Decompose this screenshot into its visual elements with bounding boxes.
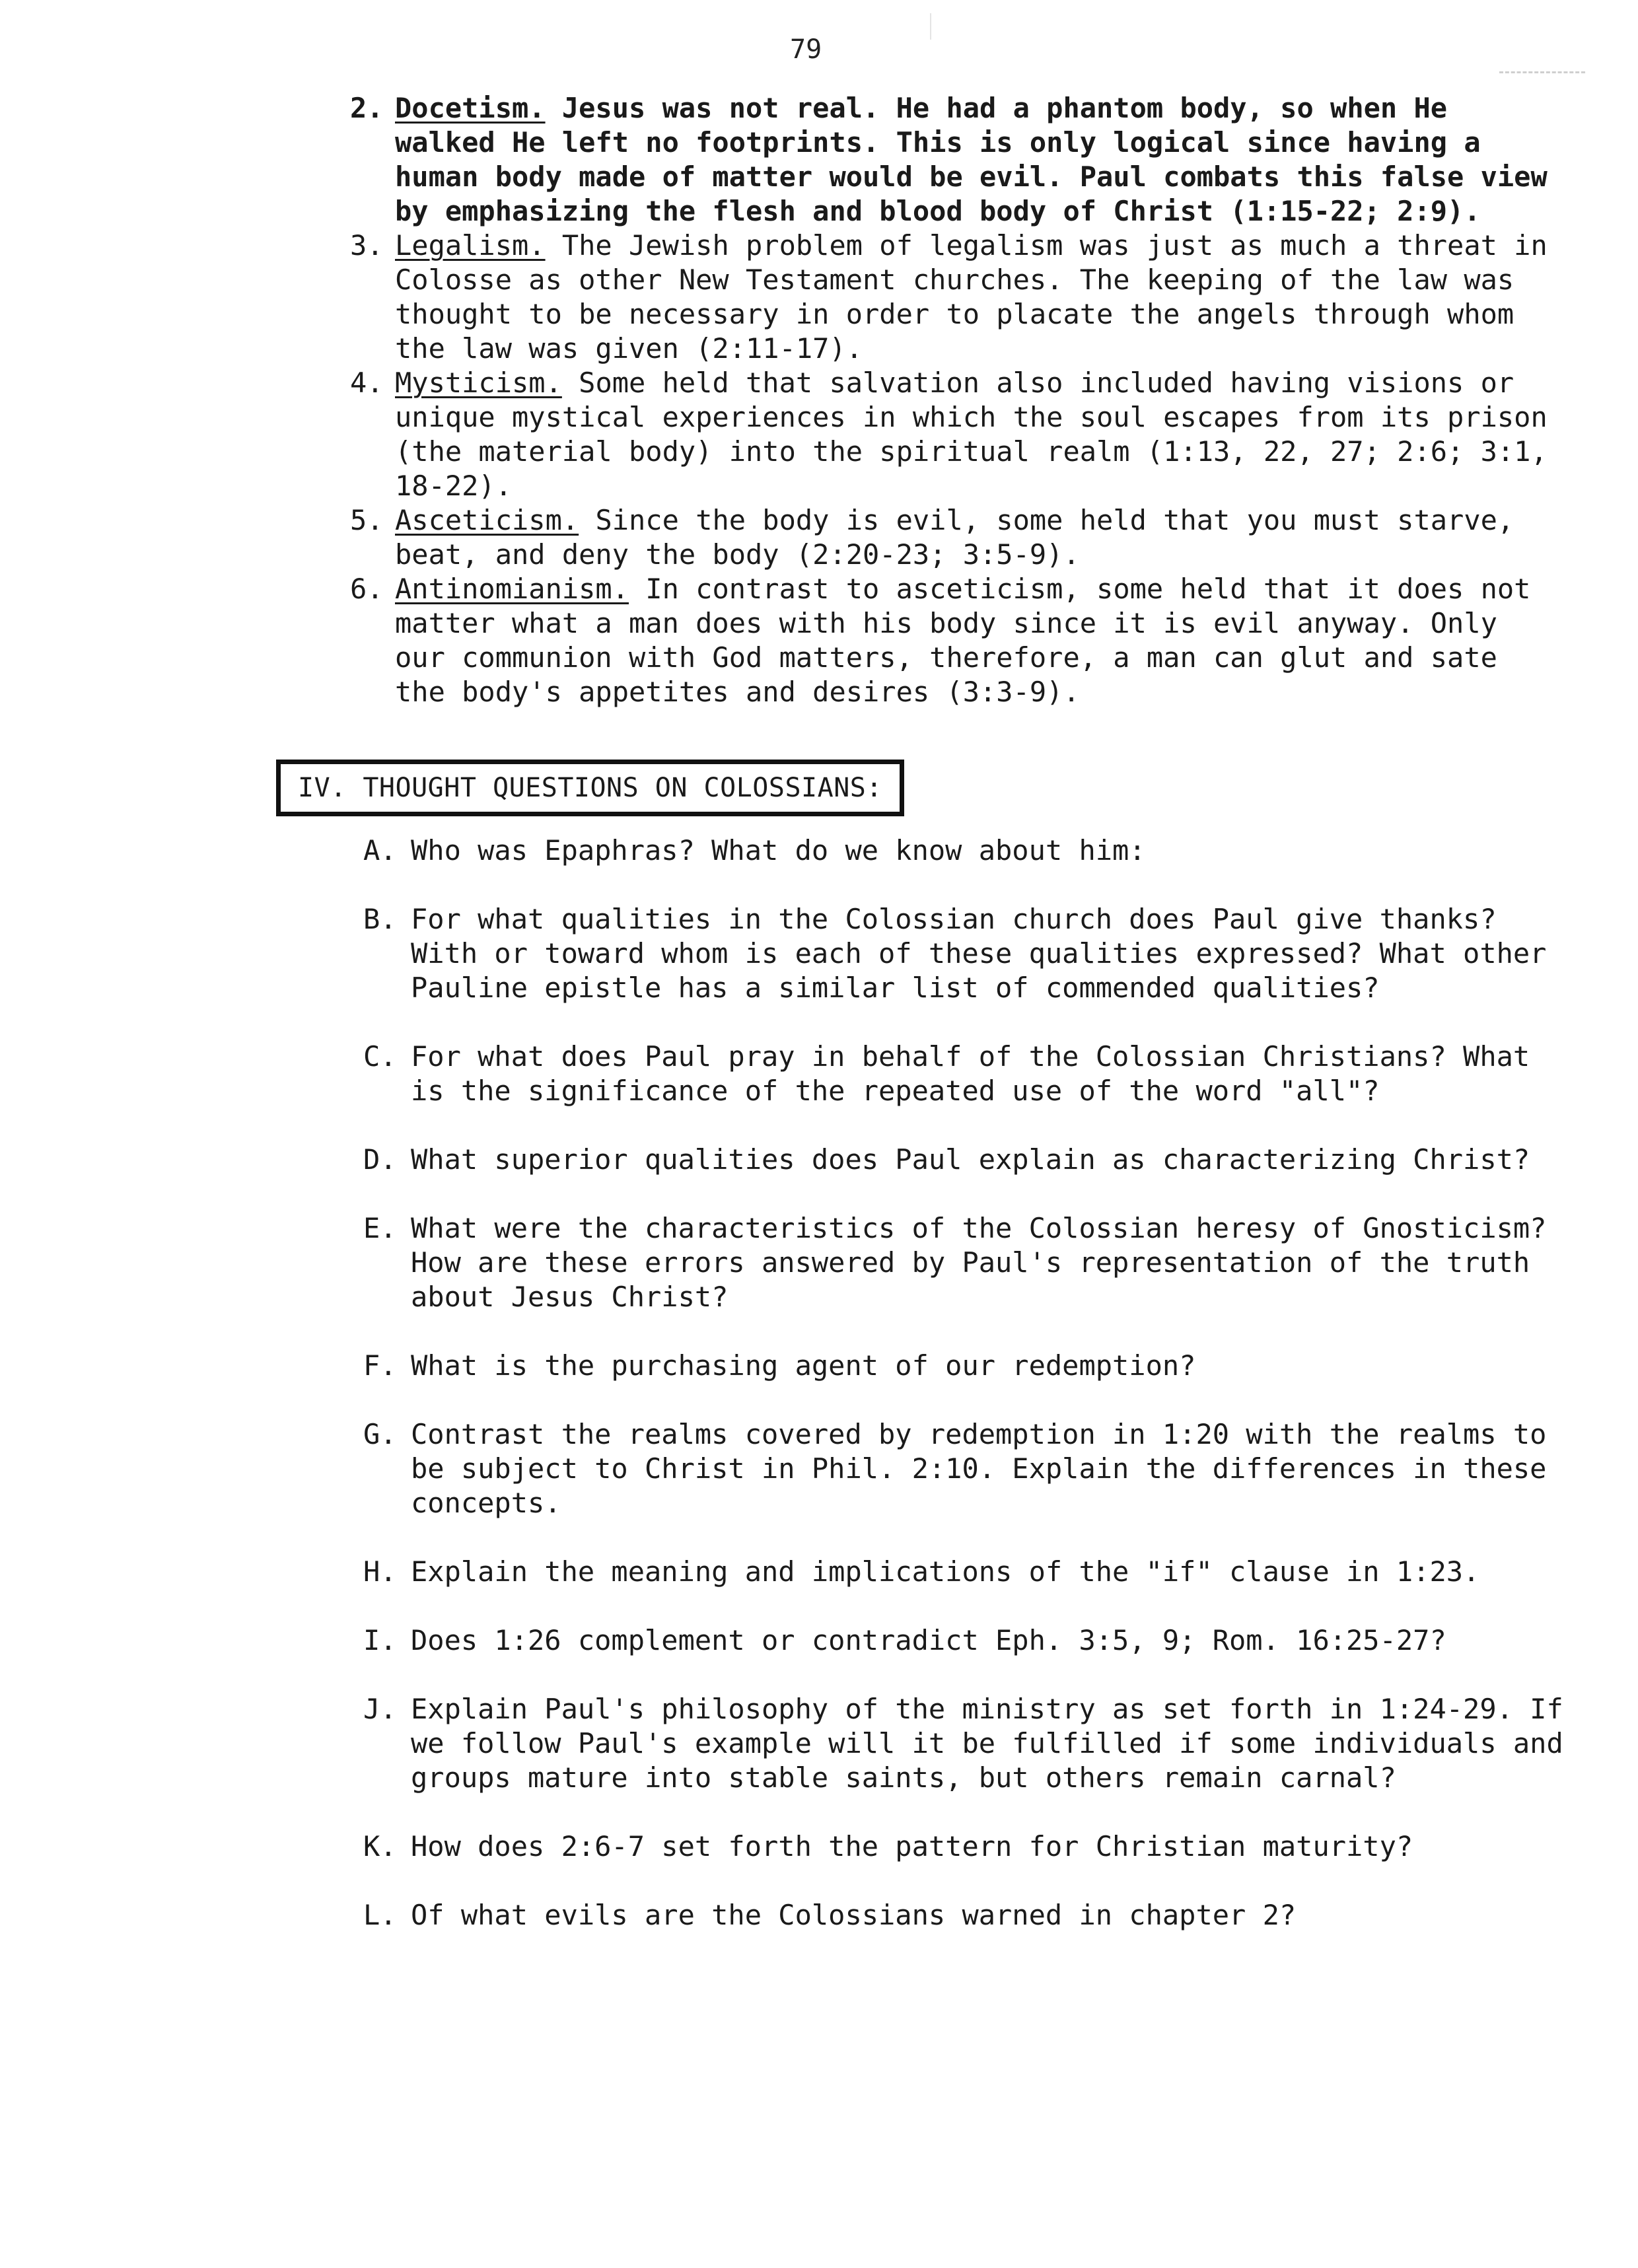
heresy-number: 3. [350,229,384,262]
question-item [363,1898,1565,1932]
question-text: Does 1:26 complement or contradict Eph. 3:5, 9; Rom. 16:25-27? [411,1624,1446,1656]
question-letter: A. [363,834,397,867]
question-text: For what qualities in the Colossian church does Paul give thanks? With or toward whom is each of these qualities expressed? What other Pauline epistle has a similar list of commended qualities? [411,903,1547,1004]
question-letter: E. [363,1212,397,1244]
question-text: Contrast the realms covered by redemption in 1:20 with the realms to be subject to Christ in Phil. 2:10. Explain the differences in these concepts. [411,1418,1547,1519]
question-item [363,1555,1565,1589]
question-text: What is the purchasing agent of our redemption? [411,1349,1196,1382]
heresy-description: In contrast to asceticism, some held that it does not matter what a man does with his body since it is evil anyway. Only our communion with God matters, therefore, a man can glut and sate the body's appetites and desires (3:3-9). [395,573,1531,708]
question-text: Of what evils are the Colossians warned in chapter 2? [411,1899,1297,1931]
question-item [363,1829,1565,1864]
question-item [363,1143,1565,1177]
question-text: What superior qualities does Paul explain as characterizing Christ? [411,1143,1530,1176]
question-item [363,1349,1565,1383]
heresy-term: Docetism. [395,92,546,124]
heresy-item-docetism [350,91,1559,229]
thought-questions-list [363,833,1565,1967]
question-letter: K. [363,1830,397,1862]
heresy-term: Legalism. [395,229,546,262]
question-letter: J. [363,1693,397,1725]
scan-artifact [1499,71,1585,77]
heresy-description: Since the body is evil, some held that you must starve, beat, and deny the body (2:20-23; 3:5-9). [395,504,1514,571]
question-text: What were the characteristics of the Colossian heresy of Gnosticism? How are these errors answered by Paul's representation of the truth about Jesus Christ? [411,1212,1547,1313]
question-item [363,1417,1565,1520]
heresy-item-mysticism [350,366,1559,503]
heresy-item-antinomianism [350,572,1559,709]
question-letter: L. [363,1899,397,1931]
question-letter: D. [363,1143,397,1176]
question-text: How does 2:6-7 set forth the pattern for Christian maturity? [411,1830,1413,1862]
scan-fold-line [930,13,931,40]
heresy-description: Jesus was not real. He had a phantom body, so when He walked He left no footprints. This is only logical since having a human body made of matter would be evil. Paul combats this false view by emphasizing the flesh and blood body of Christ (1:15-22; 2:9). [395,92,1548,227]
question-item [363,833,1565,868]
page-number: 79 [790,34,822,65]
heresy-term: Asceticism. [395,504,579,536]
question-item [363,1623,1565,1658]
heresy-number: 2. [350,92,384,124]
question-text: Who was Epaphras? What do we know about him: [411,834,1146,867]
heresy-term: Antinomianism. [395,573,629,605]
question-letter: I. [363,1624,397,1656]
question-item [363,902,1565,1005]
heresy-term: Mysticism. [395,367,562,399]
heresy-number: 4. [350,367,384,399]
heresy-number: 5. [350,504,384,536]
question-text: For what does Paul pray in behalf of the Colossian Christians? What is the significance of the repeated use of the word "all"? [411,1040,1530,1107]
heresy-item-legalism [350,229,1559,366]
question-item [363,1040,1565,1108]
heresy-description: Some held that salvation also included having visions or unique mystical experiences in which the soul escapes from its prison (the material body) into the spiritual realm (1:13, 22, 27; 2:6; 3:1, 18-22). [395,367,1548,502]
question-letter: C. [363,1040,397,1073]
question-letter: F. [363,1349,397,1382]
heresy-list [350,91,1559,709]
heresy-description: The Jewish problem of legalism was just as much a threat in Colosse as other New Testament churches. The keeping of the law was thought to be necessary in order to placate the angels through whom the law was given (2:11-17). [395,229,1548,365]
question-letter: B. [363,903,397,935]
question-text: Explain the meaning and implications of the "if" clause in 1:23. [411,1555,1480,1588]
heresy-item-asceticism [350,503,1559,572]
question-letter: G. [363,1418,397,1450]
question-item [363,1211,1565,1314]
question-letter: H. [363,1555,397,1588]
question-item [363,1692,1565,1795]
section-heading: IV. THOUGHT QUESTIONS ON COLOSSIANS: [276,760,904,816]
question-text: Explain Paul's philosophy of the ministry as set forth in 1:24-29. If we follow Paul's example will it be fulfilled if some individuals and groups mature into stable saints, but others remain carnal? [411,1693,1563,1794]
heresy-number: 6. [350,573,384,605]
